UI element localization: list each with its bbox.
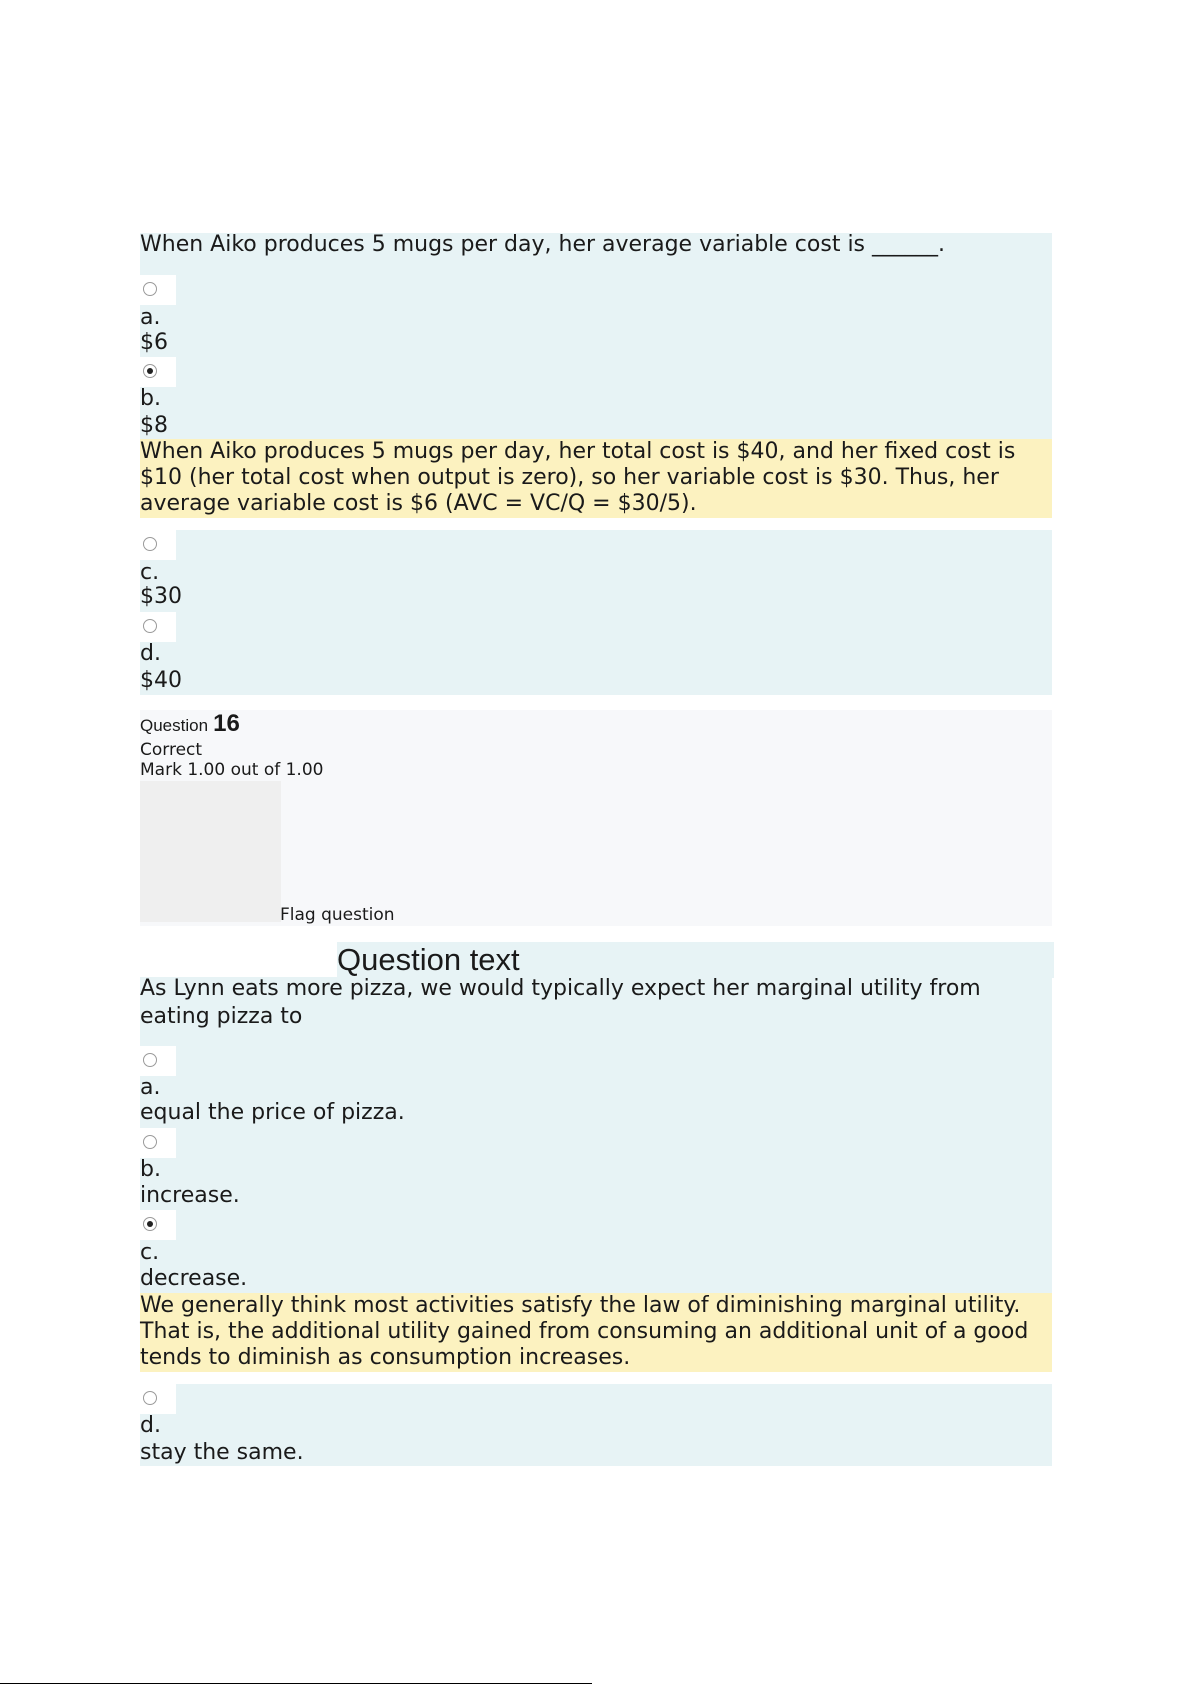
q15-option-d-text[interactable]: $40	[140, 668, 182, 693]
q16-option-d-radio[interactable]	[140, 1384, 176, 1414]
q15-option-b-radio[interactable]	[140, 357, 176, 387]
q15-prompt: When Aiko produces 5 mugs per day, her average variable cost is ______.	[140, 232, 946, 257]
q15-specific-feedback: When Aiko produces 5 mugs per day, her total cost is $40, and her fixed cost is $10 (her total cost when output is zero), so her variable cost is $30. Thus, her average variable cost is $6 (AVC = VC/Q = $30/5).	[140, 439, 1052, 518]
q16-option-c-letter: c.	[140, 1240, 160, 1265]
q15-option-a-text[interactable]: $6	[140, 330, 168, 355]
q16-option-a-text[interactable]: equal the price of pizza.	[140, 1100, 405, 1125]
radio-checked-icon	[143, 1217, 157, 1231]
q16-option-c-radio[interactable]	[140, 1210, 176, 1240]
q16-prompt: As Lynn eats more pizza, we would typically expect her marginal utility from eating pizza to	[140, 976, 981, 1029]
flag-icon[interactable]	[140, 781, 281, 922]
question-number-value: 16	[213, 710, 240, 737]
q15-option-b-text[interactable]: $8	[140, 413, 168, 438]
question-grade: Mark 1.00 out of 1.00	[140, 760, 324, 780]
q15-answer-panel-bottom	[140, 530, 1052, 695]
q15-option-a-radio[interactable]	[140, 275, 176, 305]
q15-answer-panel-top	[140, 233, 1052, 440]
q16-option-c-text[interactable]: decrease.	[140, 1266, 248, 1291]
q15-option-d-letter: d.	[140, 641, 161, 666]
question-text-heading: Question text	[337, 942, 520, 977]
q16-option-b-letter: b.	[140, 1157, 161, 1182]
radio-unchecked-icon	[143, 1135, 157, 1149]
q16-option-b-text[interactable]: increase.	[140, 1183, 240, 1208]
q16-option-b-radio[interactable]	[140, 1128, 176, 1158]
radio-checked-icon	[143, 364, 157, 378]
radio-unchecked-icon	[143, 537, 157, 551]
radio-unchecked-icon	[143, 619, 157, 633]
page-footer-rule	[0, 1683, 592, 1684]
flag-question-link[interactable]: Flag question	[280, 905, 395, 925]
question-number-label: Question	[140, 716, 209, 735]
radio-unchecked-icon	[143, 1391, 157, 1405]
radio-unchecked-icon	[143, 1053, 157, 1067]
q16-option-a-radio[interactable]	[140, 1046, 176, 1076]
q15-option-d-radio[interactable]	[140, 612, 176, 642]
radio-unchecked-icon	[143, 282, 157, 296]
q15-option-b-letter: b.	[140, 386, 161, 411]
question-state: Correct	[140, 740, 203, 760]
q15-option-c-letter: c.	[140, 560, 160, 585]
q15-option-c-text[interactable]: $30	[140, 584, 182, 609]
q16-option-a-letter: a.	[140, 1075, 161, 1100]
q16-specific-feedback: We generally think most activities satisfy the law of diminishing marginal utility. That is, the additional utility gained from consuming an additional unit of a good tends to diminish as consumption increases.	[140, 1293, 1052, 1372]
q15-option-c-radio[interactable]	[140, 530, 176, 560]
q15-option-a-letter: a.	[140, 305, 161, 330]
question-number	[140, 710, 240, 738]
q16-option-d-letter: d.	[140, 1413, 161, 1438]
q16-option-d-text[interactable]: stay the same.	[140, 1440, 304, 1465]
